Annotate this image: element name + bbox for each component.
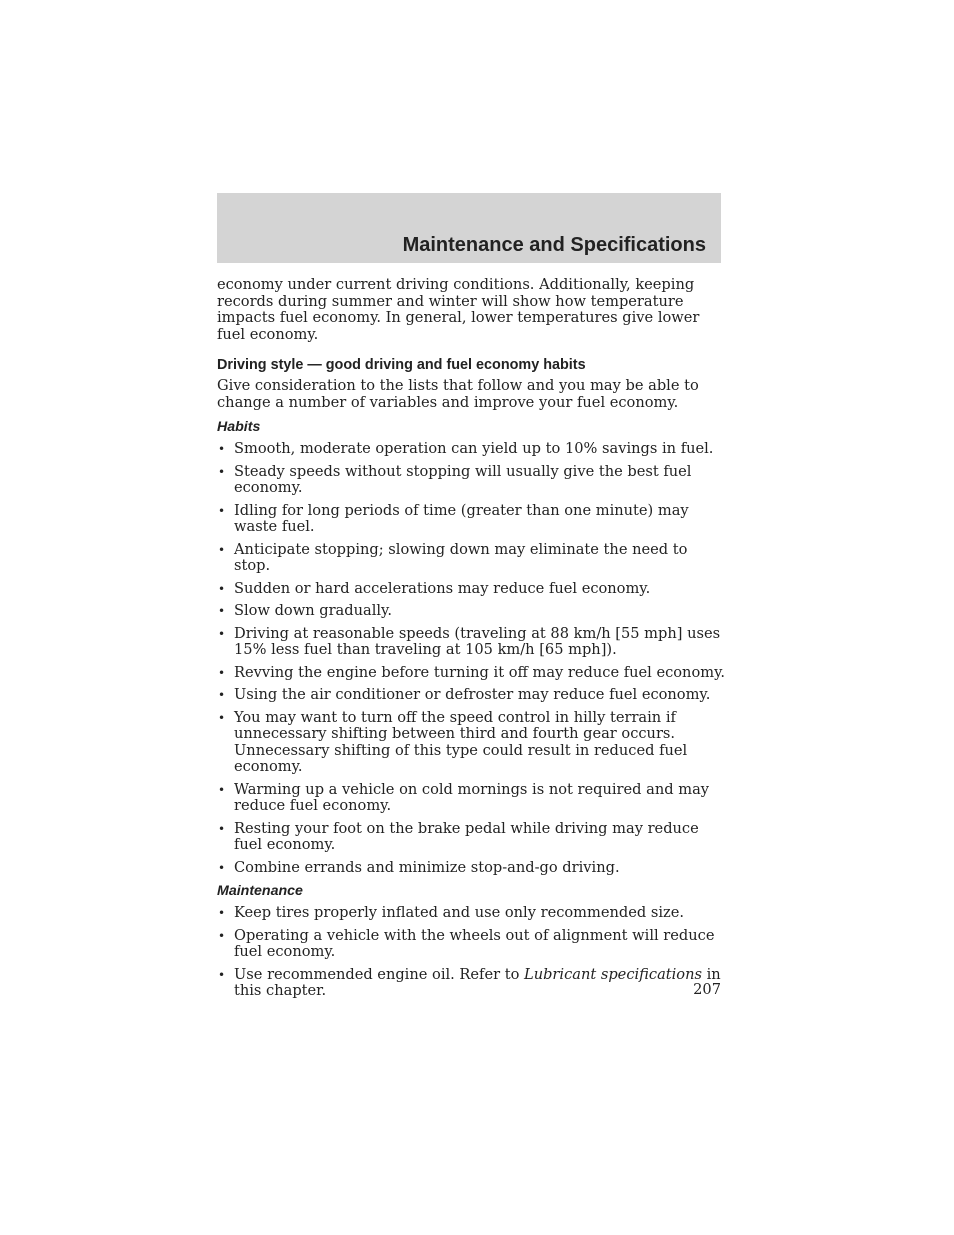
bullet-icon: • (218, 821, 226, 836)
list-item: • Operating a vehicle with the wheels out of alignment will reduce fuel economy. (218, 926, 715, 960)
list-item: • Warming up a vehicle on cold mornings is not required and may reduce fuel economy. (218, 780, 710, 814)
driving-style-paragraph: Give consideration to the lists that follow and you may be able to change a number of variables and improve your fuel economy. (217, 377, 699, 411)
bullet-icon: • (218, 581, 226, 596)
list-item: • You may want to turn off the speed control in hilly terrain if unnecessary shifting between third and fourth gear occurs. Unnecessary shifting of this type could result in reduced fuel economy. (218, 708, 688, 775)
list-item: • Steady speeds without stopping will usually give the best fuel economy. (218, 462, 692, 496)
intro-paragraph: economy under current driving conditions. Additionally, keeping records during summer and winter will show how temperature impacts fuel economy. In general, lower temperatures give lower fuel economy. (217, 276, 700, 343)
bullet-icon: • (218, 688, 226, 702)
bullet-icon: • (218, 967, 226, 982)
list-item: • Sudden or hard accelerations may reduce fuel economy. (218, 579, 651, 597)
bullet-icon: • (218, 442, 226, 456)
maintenance-list (217, 905, 727, 1000)
bullet-icon: • (218, 782, 226, 797)
chapter-header-band (217, 193, 721, 263)
page-number: 207 (693, 981, 721, 998)
list-item: • Slow down gradually. (218, 602, 392, 619)
bullet-icon: • (218, 710, 226, 725)
bullet-icon: • (218, 928, 226, 943)
list-item: • Resting your foot on the brake pedal while driving may reduce fuel economy. (218, 819, 699, 853)
bullet-icon: • (218, 626, 226, 641)
list-item: • Combine errands and minimize stop-and-go driving. (218, 858, 620, 876)
list-item: • Keep tires properly inflated and use only recommended size. (218, 904, 684, 921)
habits-heading: Habits (217, 419, 261, 435)
lubricant-specifications-reference: Lubricant specifications (524, 965, 702, 983)
maintenance-heading: Maintenance (217, 883, 303, 899)
chapter-title: Maintenance and Specifications (402, 234, 706, 256)
driving-style-heading: Driving style — good driving and fuel economy habits (217, 357, 586, 373)
list-item: • Anticipate stopping; slowing down may eliminate the need to stop. (218, 540, 688, 574)
bullet-icon: • (218, 464, 226, 479)
bullet-icon: • (218, 860, 226, 875)
list-item: • Smooth, moderate operation can yield up to 10% savings in fuel. (218, 440, 714, 457)
list-item: • Revving the engine before turning it off may reduce fuel economy. (218, 663, 726, 681)
bullet-icon: • (218, 665, 226, 680)
bullet-icon: • (218, 503, 226, 518)
page-content (217, 277, 727, 1006)
list-item: • Using the air conditioner or defroster may reduce fuel economy. (218, 686, 711, 703)
bullet-icon: • (218, 542, 226, 557)
list-item: • Idling for long periods of time (greater than one minute) may waste fuel. (218, 501, 689, 535)
bullet-icon: • (218, 604, 226, 618)
habits-list (217, 441, 727, 876)
bullet-icon: • (218, 906, 226, 920)
list-item: • Driving at reasonable speeds (traveling at 88 km/h [55 mph] uses 15% less fuel than traveling at 105 km/h [65 mph]). (218, 624, 721, 658)
list-item: • Use recommended engine oil. Refer to Lubricant specifications in this chapter. (218, 965, 721, 999)
